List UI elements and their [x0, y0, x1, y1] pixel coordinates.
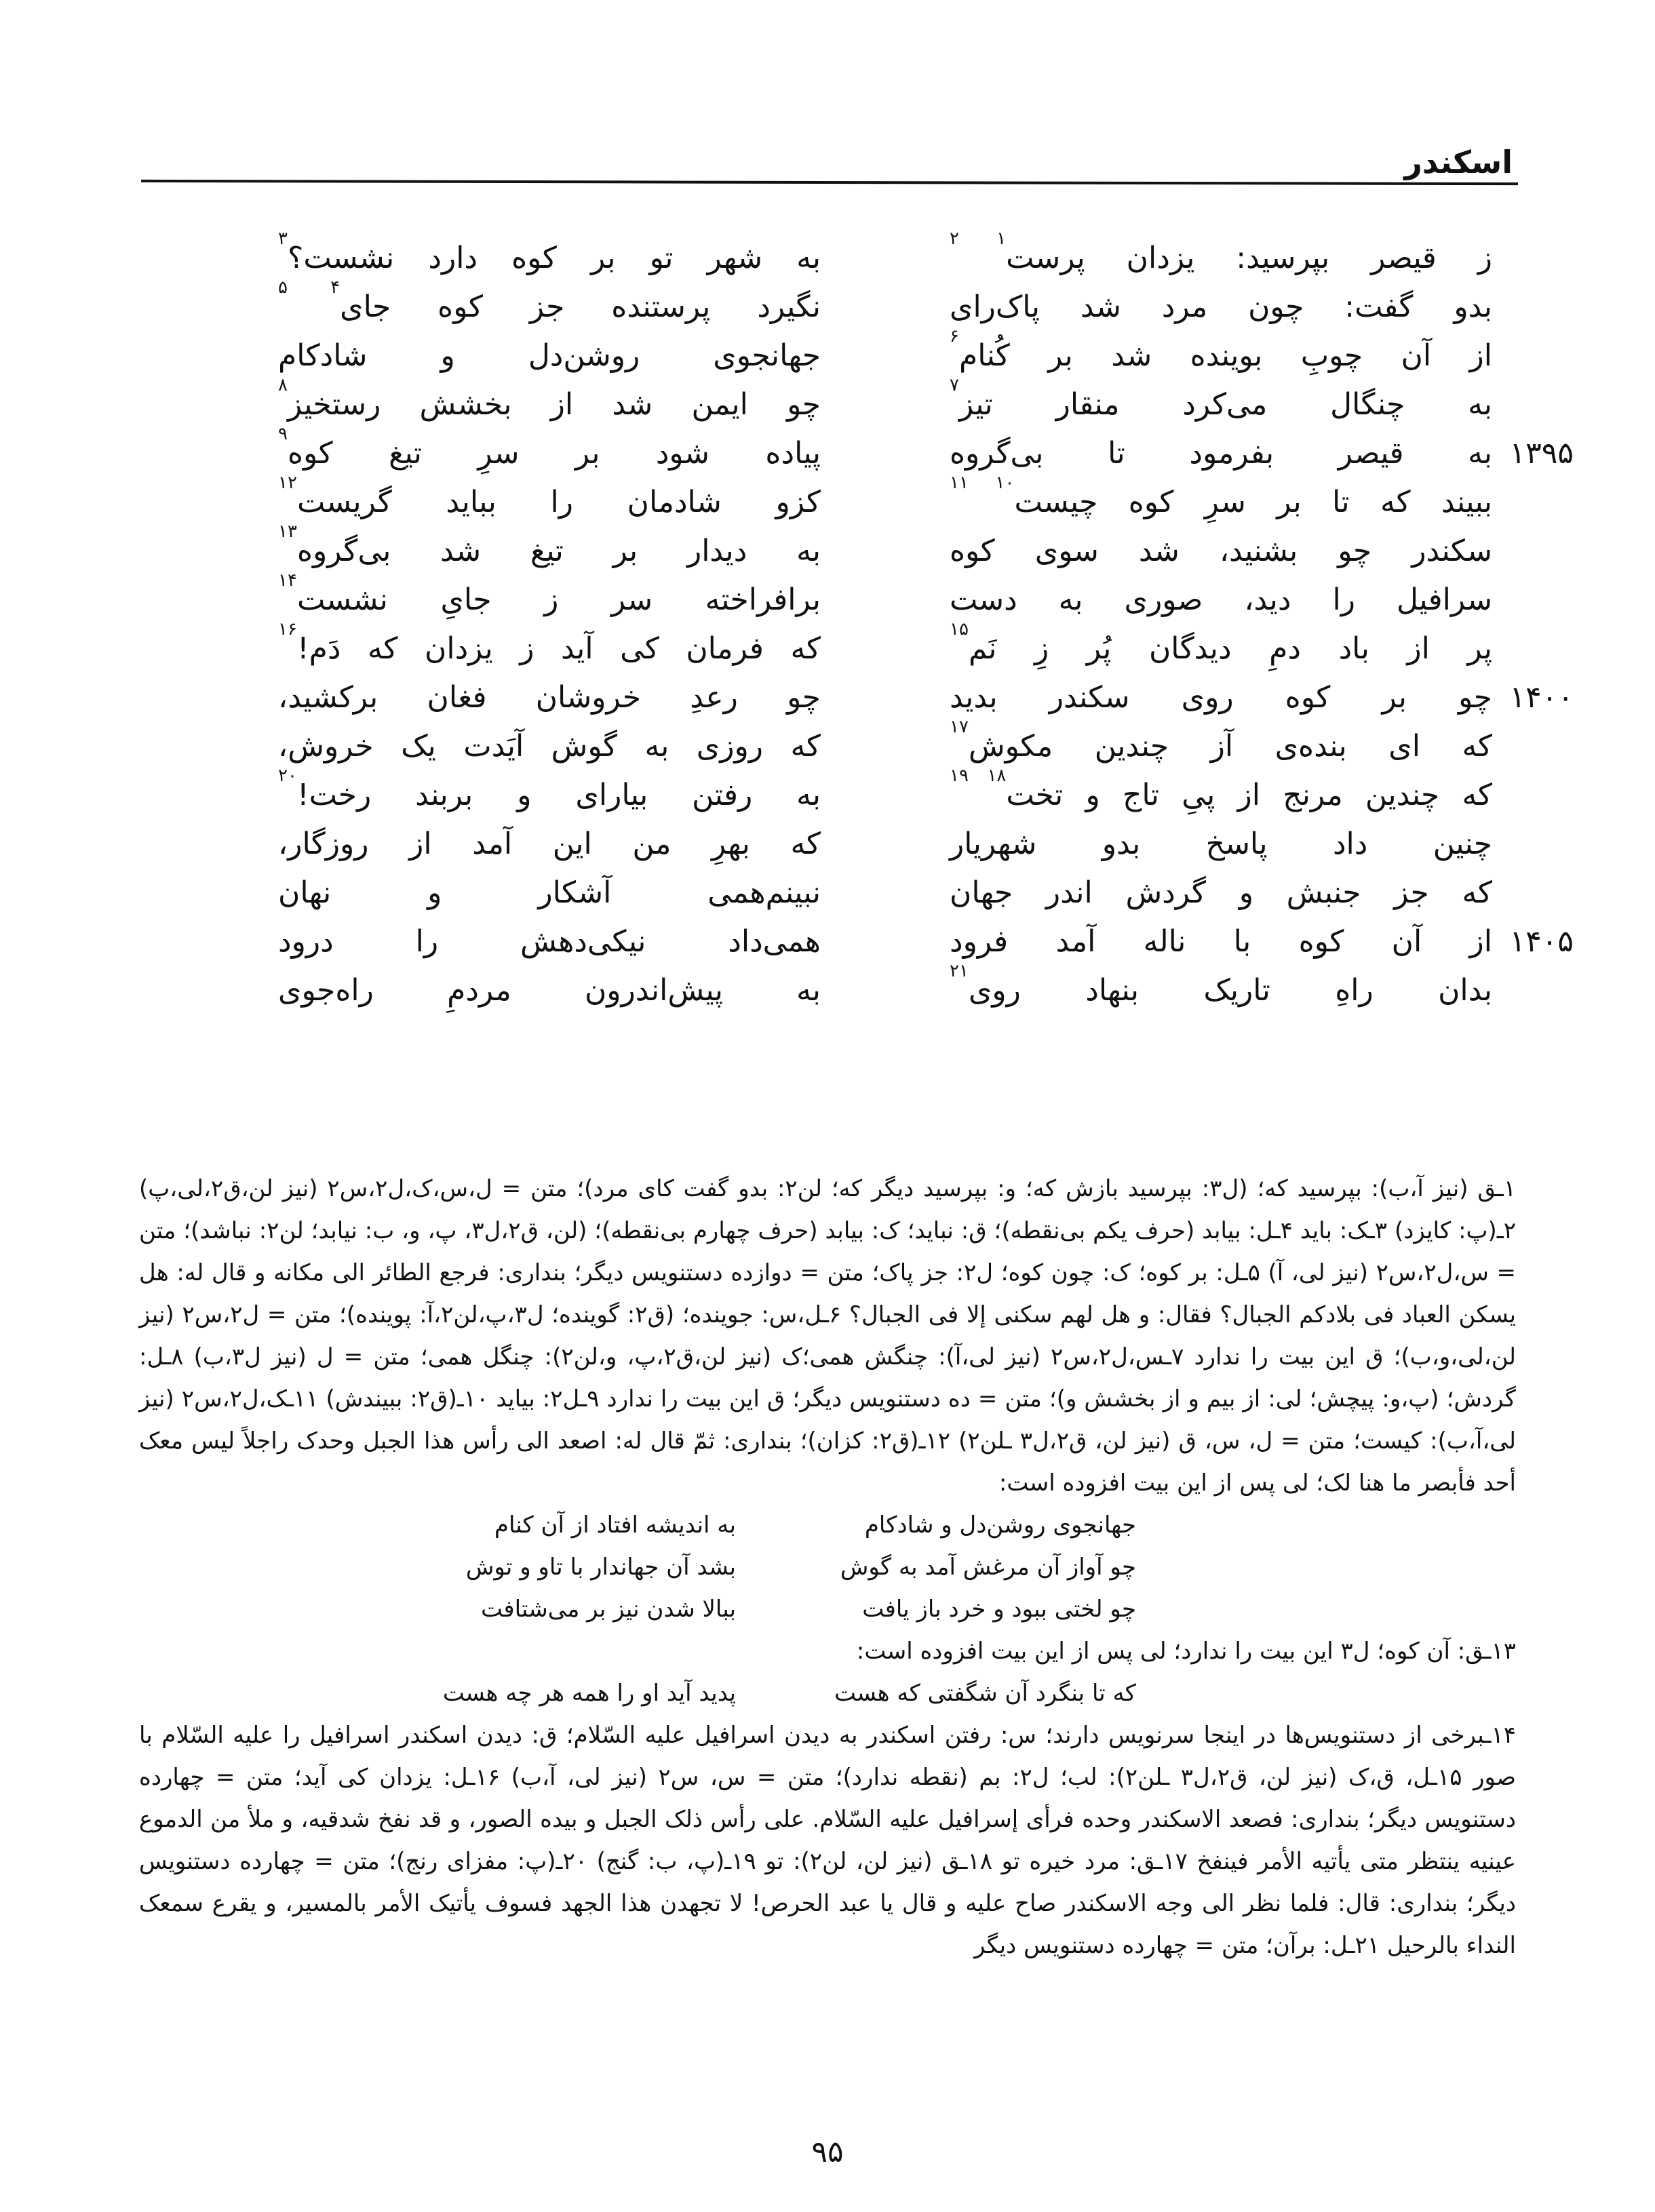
- hemistich-second: [278, 424, 821, 478]
- footnote-marker: ۱۷: [950, 717, 969, 737]
- hemistich-second: بشد آن جهاندار با تاو و توش: [465, 1554, 736, 1581]
- hemistich-first: [950, 766, 1493, 820]
- verse-text: پر از باد دمِ دیدگان پُر زِ نَم: [968, 631, 1492, 666]
- page-number: ۹۵: [811, 2135, 844, 2169]
- footnote-marker: ۱۴: [278, 570, 297, 591]
- hemistich-second: [278, 332, 821, 380]
- footnote-marker: ۱۶: [278, 619, 297, 639]
- hemistich-first: [950, 961, 1492, 1015]
- running-title: اسکندر: [1404, 144, 1513, 180]
- hemistich-second: ببالا شدن نیز بر می‌شتافت: [480, 1596, 736, 1623]
- header-rule: [141, 180, 1518, 185]
- footnote-verse-row: [139, 1546, 1516, 1588]
- verse-text: از آن چوبِ بوینده شد بر کُنام: [958, 338, 1492, 373]
- hemistich-first: [950, 283, 1492, 332]
- hemistich-first: [950, 429, 1574, 478]
- verse-text: به پیش‌اندرون مردمِ راه‌جوی: [278, 973, 821, 1008]
- hemistich-first: [950, 527, 1492, 576]
- hemistich-second: [278, 473, 821, 527]
- verse-line-number: ۱۴۰۰: [1509, 680, 1574, 715]
- verse-text: نگیرد پرستنده جز کوه جای: [340, 290, 821, 324]
- verse-line-number: ۱۳۹۵: [1509, 436, 1574, 471]
- hemistich-first: [950, 717, 1492, 771]
- hemistich-second: [278, 277, 821, 332]
- footnote-marker: ۲۰: [278, 766, 297, 786]
- hemistich-second: [278, 375, 821, 429]
- verse-text: برافراخته سر ز جایِ نشست: [296, 582, 821, 617]
- footnote-marker: ۹: [278, 424, 288, 444]
- hemistich-second: [278, 820, 821, 869]
- verse-text: ببیند که تا بر سرِ کوه چیست: [1014, 485, 1492, 519]
- footnote-marker: ۱۰ ۱۱: [950, 473, 1015, 493]
- verse-text: نبینم‌همی آشکار و نهان: [278, 875, 821, 910]
- hemistich-first: [950, 375, 1492, 429]
- footnote-marker: ۶: [950, 326, 959, 347]
- hemistich-second: پدید آید او را همه هر چه هست: [442, 1680, 736, 1707]
- verse-text: چو رعدِ خروشان فغان برکشید،: [278, 680, 821, 715]
- verse-text: جهانجوی روشن‌دل و شادکام: [278, 338, 821, 373]
- hemistich-first: چو آواز آن مرغش آمد به گوش: [840, 1554, 1136, 1581]
- hemistich-first: [950, 619, 1492, 673]
- verse-text: از آن کوه با ناله آمد فرود: [950, 924, 1492, 959]
- verse-text: همی‌داد نیکی‌دهش را درود: [278, 924, 821, 959]
- verse-text: که ای بنده‌ی آز چندین مکوش: [968, 729, 1492, 764]
- hemistich-second: [278, 722, 821, 771]
- verse-text: به شهر تو بر کوه دارد نشست؟: [287, 241, 821, 275]
- footnote-marker: ۱ ۲: [950, 229, 1007, 249]
- footnote-marker: ۳: [278, 229, 288, 249]
- footnote-marker: ۷: [950, 375, 959, 395]
- verse-text: به قیصر بفرمود تا بی‌گروه: [950, 436, 1492, 471]
- footnote-paragraph: ۱ـق (نیز آ،ب): بپرسید که؛ (ل۳: بپرسید بازش که؛ و: بپرسید دیگر که؛ لن۲: بدو گفت کای مرد)؛ متن = ل،س،ک،ل۲،س۲ (نیز لن،ق۲،لی،پ) ۲ـ(پ: کایزد) ۳ـک: باید ۴ـل: بیابد (حرف یکم بی‌نقطه)؛ ق: نباید؛ ک: بیابد (حرف چهارم بی‌نقطه)؛ (لن، ق۲،ل۳، پ، و، ب: نیابد؛ لن۲: نباشد)؛ متن = س،ل۲،س۲ (نیز لی، آ) ۵ـل: بر کوه؛ ک: چون کوه؛ ل۲: جز پاک؛ متن = دوازده دستنویس دیگر؛ بنداری: فرجع الطائر الی مکانه و قال له: هل یسکن العباد فی بلادکم الجبال؟ فقال: و هل لهم سکنی إلا فی الجبال؟ ۶ـل،س: جوینده؛ (ق۲: گوینده؛ ل۳،پ،لن۲،آ: پوینده)؛ متن = ل۲،س۲ (نیز لن،لی،و،ب)؛ ق این بیت را ندارد ۷ـس،ل۲،س۲ (نیز لی،آ): چنگش همی؛ک (نیز لن،ق۲،پ، و،لن۲): چنگل همی؛ متن = ل (نیز ل۳،ب) ۸ـل: گردش؛ (پ،و: پیچش؛ لی: از بیم و از بخشش و)؛ متن = ده دستنویس دیگر؛ ق این بیت را ندارد ۹ـل۲: بیاید ۱۰ـ(ق۲: ببیندش) ۱۱ـک،ل۲،س۲ (نیز لی،آ،ب): کیست؛ متن = ل، س، ق (نیز لن، ق۲،ل۳ ـلن۲) ۱۲ـ(ق۲: کزان)؛ بنداری: ثمّ قال له: اصعد الی رأس هذا الجبل وحدک راجلاً لیس معک أحد فأبصر ما هنا لک؛ لی پس از این بیت افزوده است:: [139, 1175, 1517, 1497]
- hemistich-first: [950, 820, 1492, 869]
- hemistich-second: به اندیشه افتاد از آن کنام: [494, 1512, 736, 1539]
- hemistich-second: [278, 966, 821, 1015]
- hemistich-first: [950, 576, 1492, 625]
- verse-line-number: ۱۴۰۵: [1509, 924, 1574, 959]
- hemistich-second: [278, 673, 821, 722]
- footnote-marker: ۴ ۵: [278, 277, 340, 298]
- verse-column-right: [950, 229, 1574, 1015]
- verse-text: بدو گفت: چون مرد شد پاک‌رای: [950, 290, 1492, 324]
- verse-text: کزو شادمان را بباید گریست: [296, 485, 821, 519]
- verse-text: که چندین مرنج از پیِ تاج و تخت: [1006, 778, 1493, 812]
- footnote-marker: ۱۳: [278, 521, 297, 542]
- footnote-verses: [139, 1672, 1516, 1714]
- hemistich-second: [278, 869, 821, 917]
- footnote-verse-row: [139, 1504, 1516, 1546]
- footnote-paragraph: ۱۳ـق: آن کوه؛ ل۳ این بیت را ندارد؛ لی پس از این بیت افزوده است:: [856, 1638, 1516, 1665]
- hemistich-first: [950, 869, 1492, 917]
- hemistich-second: [278, 619, 821, 673]
- footnote-marker: ۲۱: [950, 961, 969, 981]
- hemistich-first: [950, 473, 1492, 527]
- hemistich-second: [278, 570, 821, 625]
- footnote-marker: ۱۸ ۱۹: [950, 766, 1007, 786]
- verse-text: چنین داد پاسخ بدو شهریار: [950, 827, 1492, 861]
- footnote-verse-row: [139, 1588, 1516, 1630]
- verse-text: به رفتن بیارای و بربند رخت!: [296, 778, 821, 812]
- footnote-marker: ۸: [278, 375, 288, 395]
- hemistich-first: [950, 326, 1492, 380]
- verse-text: به دیدار بر تیغ شد بی‌گروه: [296, 534, 821, 568]
- footnote-paragraph: ۱۴ـبرخی از دستنویس‌ها در اینجا سرنویس دارند؛ س: رفتن اسکندر به دیدن اسرافیل علیه السّلام؛ ق: دیدن اسکندر اسرافیل را علیه السّلام با صور ۱۵ـل، ق،ک (نیز لن، ق۲،ل۳ ـلن۲): لب؛ ل۲: بم (نقطه ندارد)؛ متن = س، س۲ (نیز لی، آ،ب) ۱۶ـل: یزدان کی آید؛ متن = چهارده دستنویس دیگر؛ بنداری: فصعد الاسکندر وحده فرأی إسرافیل علیه السّلام. علی رأس ذلک الجبل و بیده الصور، و قد نفخ شدقیه، و ملأ من الدموع عینیه ینتظر متی یأتیه الأمر فینفخ ۱۷ـق: مرد خیره تو ۱۸ـق (نیز لن، لن۲): تو ۱۹ـ(پ، ب: گنج) ۲۰ـ(پ: مفزای رنج)؛ متن = چهارده دستنویس دیگر؛ بنداری: قال: فلما نظر الی وجه الاسکندر صاح علیه و قال یا عبد الحرص! لا تجهدن هذا الجهد فسوف یأتیک الأمر بالمسیر، و یقرع سمعک النداء بالرحیل ۲۱ـل: برآن؛ متن = چهارده دستنویس دیگر: [139, 1722, 1516, 1959]
- verse-text: که جز جنبش و گردش اندر جهان: [950, 875, 1492, 910]
- hemistich-first: جهانجوی روشن‌دل و شادکام: [864, 1512, 1136, 1539]
- hemistich-second: [278, 521, 821, 576]
- footnote-verse-row: [139, 1672, 1516, 1714]
- verse-text: که روزی به گوش آیَدت یک خروش،: [278, 729, 821, 764]
- verse-text: ز قیصر بپرسید: یزدان پرست: [1006, 241, 1492, 275]
- footnote-marker: ۱۵: [950, 619, 969, 639]
- hemistich-second: [278, 229, 821, 283]
- hemistich-first: [950, 673, 1574, 722]
- hemistich-first: چو لختی ببود و خرد باز یافت: [862, 1596, 1136, 1623]
- hemistich-second: [278, 917, 821, 966]
- footnote-verses: [139, 1504, 1516, 1630]
- hemistich-second: [278, 766, 821, 820]
- verse-text: سرافیل را دید، صوری به دست: [950, 582, 1492, 617]
- verse-text: چو بر کوه روی سکندر بدید: [950, 680, 1492, 715]
- verse-text: که فرمان کی آید ز یزدان که دَم!: [296, 631, 821, 666]
- verse-text: به چنگال می‌کرد منقار تیز: [958, 387, 1492, 422]
- verse-text: پیاده شود بر سرِ تیغ کوه: [287, 436, 821, 471]
- verse-column-left: [278, 229, 821, 1015]
- verse-text: سکندر چو بشنید، شد سوی کوه: [950, 534, 1492, 568]
- footnote-marker: ۱۲: [278, 473, 297, 493]
- verse-text: که بهرِ من این آمد از روزگار،: [278, 827, 821, 861]
- hemistich-first: [950, 917, 1574, 966]
- verse-text: چو ایمن شد از بخشش رستخیز: [287, 387, 821, 422]
- hemistich-first: [950, 229, 1492, 283]
- footnotes: [139, 1168, 1516, 1967]
- verse-text: بدان راهِ تاریک بنهاد روی: [968, 973, 1492, 1008]
- hemistich-first: که تا بنگرد آن شگفتی که هست: [834, 1680, 1136, 1707]
